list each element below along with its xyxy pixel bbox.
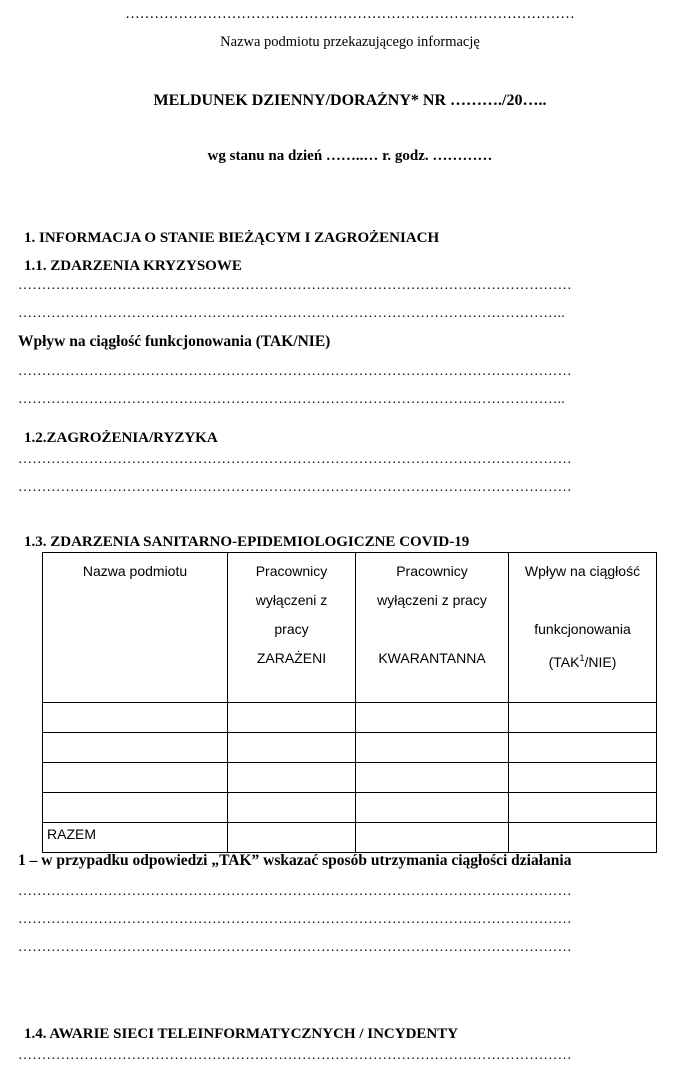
table-row bbox=[43, 793, 657, 823]
table-cell[interactable] bbox=[228, 703, 356, 733]
column-header-impact: Wpływ na ciągłość funkcjonowania (TAK$^1$/NIE) bbox=[509, 553, 657, 703]
footnote: 1 – w przypadku odpowiedzi „TAK” wskazać sposób utrzymania ciągłości działania bbox=[18, 852, 572, 869]
dotted-line: ……………………………………………………………………………………………………… bbox=[18, 1048, 572, 1063]
dotted-line: ……………………………………………………………………………………………………… bbox=[18, 884, 572, 899]
dotted-line: ……………………………………………………………………………………………………… bbox=[18, 940, 572, 955]
dotted-line: ……………………………………………………………………………………………………… bbox=[18, 364, 572, 379]
total-label: RAZEM bbox=[43, 823, 228, 853]
section-1-3-heading: 1.3. ZDARZENIA SANITARNO-EPIDEMIOLOGICZNE COVID-19 bbox=[24, 534, 470, 550]
covid-table bbox=[42, 552, 657, 853]
table-cell[interactable] bbox=[509, 703, 657, 733]
table-cell[interactable] bbox=[356, 763, 509, 793]
table-cell[interactable] bbox=[356, 703, 509, 733]
dotted-line: ……………………………………………………………………………………………………… bbox=[18, 452, 572, 467]
table-row bbox=[43, 733, 657, 763]
table-cell[interactable] bbox=[509, 763, 657, 793]
table-row bbox=[43, 703, 657, 733]
column-header-quarantine: Pracownicy wyłączeni z pracy KWARANTANNA bbox=[356, 553, 509, 703]
table-cell[interactable] bbox=[356, 793, 509, 823]
table-cell[interactable] bbox=[43, 763, 228, 793]
section-1-1-heading: 1.1. ZDARZENIA KRYZYSOWE bbox=[24, 258, 242, 274]
table-row bbox=[43, 763, 657, 793]
table-cell[interactable] bbox=[509, 823, 657, 853]
dotted-line: ……………………………………………………………………………………………………… bbox=[18, 912, 572, 927]
dotted-line: …………………………………………………………………………………………………….. bbox=[18, 306, 565, 321]
column-header-infected: Pracownicy wyłączeni z pracy ZARAŻENI bbox=[228, 553, 356, 703]
entity-name-dots: ………………………………………………………………………………… bbox=[125, 6, 575, 22]
table-cell[interactable] bbox=[43, 733, 228, 763]
status-line: wg stanu na dzień ……..… r. godz. ………… bbox=[207, 148, 493, 164]
impact-label: Wpływ na ciągłość funkcjonowania (TAK/NIE) bbox=[18, 333, 331, 350]
dotted-line: ……………………………………………………………………………………………………… bbox=[18, 480, 572, 495]
section-1-4-heading: 1.4. AWARIE SIECI TELEINFORMATYCZNYCH / INCYDENTY bbox=[24, 1026, 459, 1042]
table-cell[interactable] bbox=[43, 793, 228, 823]
section-1-heading: 1. INFORMACJA O STANIE BIEŻĄCYM I ZAGROŻENIACH bbox=[24, 230, 440, 246]
table-cell[interactable] bbox=[228, 733, 356, 763]
dotted-line: ……………………………………………………………………………………………………… bbox=[18, 278, 572, 293]
entity-caption: Nazwa podmiotu przekazującego informację bbox=[220, 34, 480, 50]
table-cell[interactable] bbox=[228, 793, 356, 823]
table-cell[interactable] bbox=[228, 763, 356, 793]
table-cell[interactable] bbox=[228, 823, 356, 853]
table-cell[interactable] bbox=[356, 733, 509, 763]
dotted-line: …………………………………………………………………………………………………….. bbox=[18, 392, 565, 407]
table-cell[interactable] bbox=[43, 703, 228, 733]
table-cell[interactable] bbox=[509, 733, 657, 763]
column-header-entity: Nazwa podmiotu bbox=[43, 553, 228, 703]
table-cell[interactable] bbox=[509, 793, 657, 823]
table-cell[interactable] bbox=[356, 823, 509, 853]
section-1-2-heading: 1.2.ZAGROŻENIA/RYZYKA bbox=[24, 430, 218, 446]
table-row-total bbox=[43, 823, 657, 853]
report-title: MELDUNEK DZIENNY/DORAŹNY* NR ………./20….. bbox=[153, 92, 547, 109]
